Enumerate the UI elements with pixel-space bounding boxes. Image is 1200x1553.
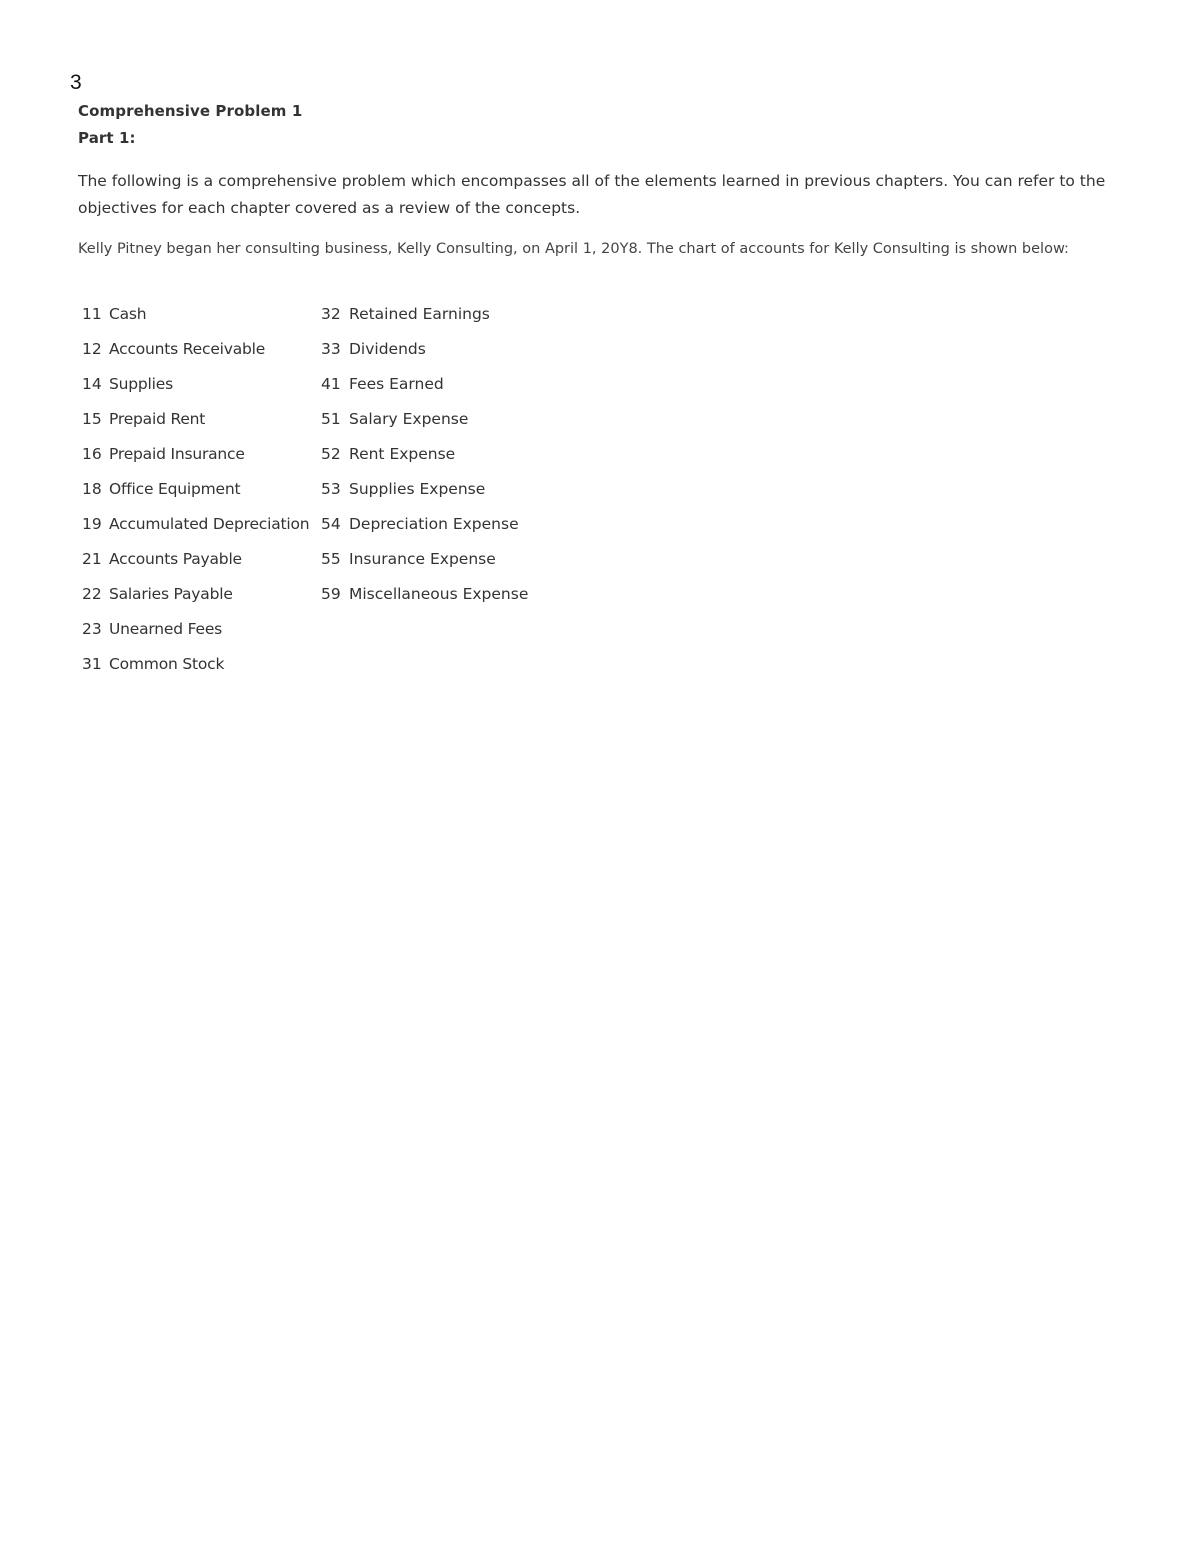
- table-row: [82, 512, 536, 547]
- account-number: 54: [321, 515, 341, 533]
- account-number: 14: [82, 375, 102, 393]
- account-number: 51: [321, 410, 341, 428]
- account-name: Prepaid Rent: [109, 410, 206, 428]
- account-number: 22: [82, 585, 102, 603]
- account-name: Accounts Receivable: [109, 340, 266, 358]
- table-row: [82, 337, 536, 372]
- account-number: 53: [321, 480, 341, 498]
- account-number: 21: [82, 550, 102, 568]
- table-row: [82, 617, 536, 652]
- intro-paragraph: The following is a comprehensive problem which encompasses all of the elements learned in previous chapters. You can refer to the objectives for each chapter covered as a review of the concepts.: [78, 172, 1106, 217]
- account-name: [349, 652, 536, 687]
- table-row: [82, 442, 536, 477]
- table-row: [82, 582, 536, 617]
- account-name: Salaries Payable: [109, 585, 233, 603]
- account-number: 16: [82, 445, 102, 463]
- account-name: Salary Expense: [349, 410, 469, 428]
- problem-title: Comprehensive Problem 1: [78, 102, 303, 120]
- account-name: Common Stock: [109, 655, 225, 673]
- page-number: 3: [70, 71, 82, 94]
- account-name: Supplies: [109, 375, 173, 393]
- account-number: 52: [321, 445, 341, 463]
- account-name: Miscellaneous Expense: [349, 585, 529, 603]
- account-name: Unearned Fees: [109, 620, 223, 638]
- account-name: Fees Earned: [349, 375, 444, 393]
- account-name: Office Equipment: [109, 480, 241, 498]
- account-number: [321, 617, 349, 652]
- table-row: [82, 407, 536, 442]
- table-row: [82, 302, 536, 337]
- account-number: 23: [82, 620, 102, 638]
- account-number: 59: [321, 585, 341, 603]
- account-number: 55: [321, 550, 341, 568]
- table-row: [82, 547, 536, 582]
- account-number: 33: [321, 340, 341, 358]
- account-number: 41: [321, 375, 341, 393]
- account-number: 18: [82, 480, 102, 498]
- account-number: 31: [82, 655, 102, 673]
- account-name: Supplies Expense: [349, 480, 486, 498]
- account-name: Prepaid Insurance: [109, 445, 245, 463]
- account-number: 12: [82, 340, 102, 358]
- table-row: [82, 477, 536, 512]
- account-name: Depreciation Expense: [349, 515, 519, 533]
- account-name: Insurance Expense: [349, 550, 496, 568]
- account-name: Rent Expense: [349, 445, 456, 463]
- account-name: Accounts Payable: [109, 550, 242, 568]
- account-number: 11: [82, 305, 102, 323]
- account-number: 15: [82, 410, 102, 428]
- table-row: [82, 372, 536, 407]
- account-name: Retained Earnings: [349, 305, 490, 323]
- account-number: 32: [321, 305, 341, 323]
- chart-of-accounts-table: [82, 302, 536, 687]
- account-name: [349, 617, 536, 652]
- account-name: Accumulated Depreciation: [109, 515, 310, 533]
- part-heading: Part 1:: [78, 129, 136, 147]
- account-name: Dividends: [349, 340, 426, 358]
- account-name: Cash: [109, 305, 147, 323]
- table-row: [82, 652, 536, 687]
- account-number: 19: [82, 515, 102, 533]
- company-paragraph: Kelly Pitney began her consulting business, Kelly Consulting, on April 1, 20Y8. The chart of accounts for Kelly Consulting is shown below:: [78, 241, 1069, 257]
- account-number: [321, 652, 349, 687]
